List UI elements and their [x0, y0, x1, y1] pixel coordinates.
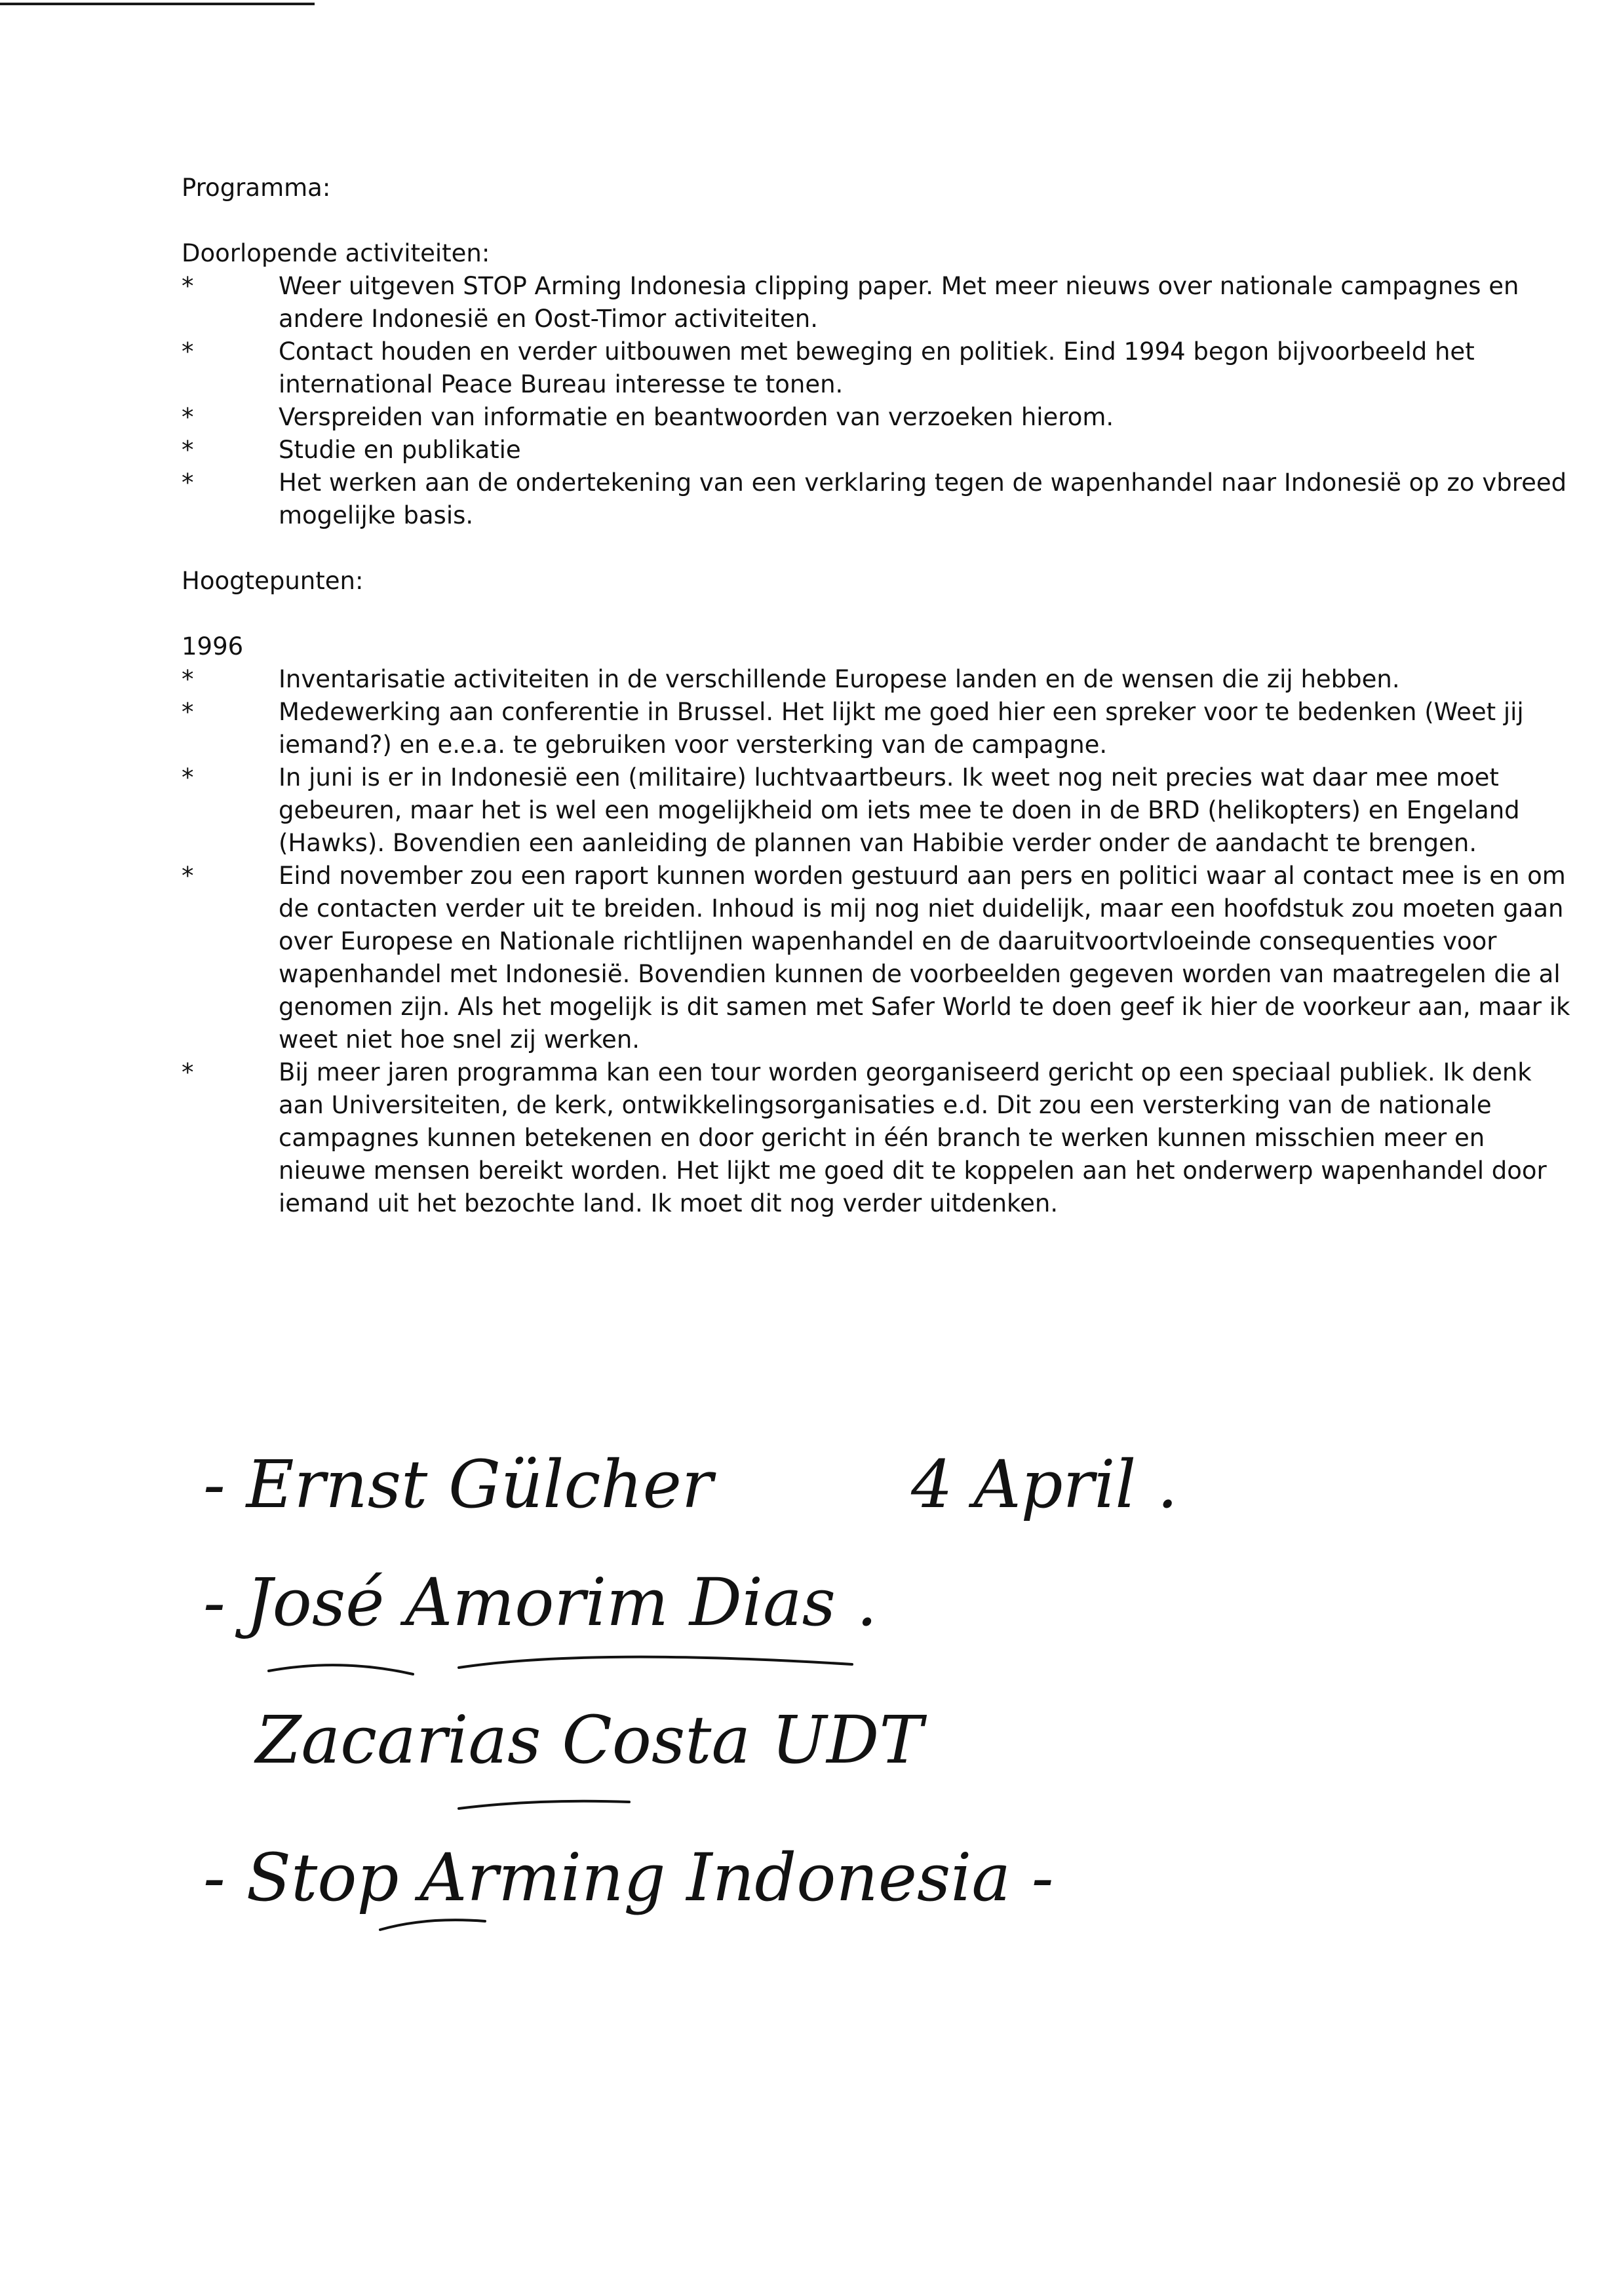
list-item [182, 434, 1576, 467]
list-item [182, 696, 1576, 761]
hoogtepunten-list [182, 663, 1570, 1220]
bullet-mark: * [182, 337, 194, 366]
handwritten-line-4: - Stop Arming Indonesia - [203, 1839, 1054, 1916]
list-item [182, 1056, 1576, 1220]
underline-stroke [459, 1657, 852, 1668]
list-item [182, 663, 1576, 696]
list-item-text: Verspreiden van informatie en beantwoorden van verzoeken hierom. [279, 403, 1114, 431]
list-item-text: Eind november zou een raport kunnen worden gestuurd aan pers en politici waar al contact mee is en om de contacten verder uit te breiden. Inhoud is mij nog niet duidelijk, maar een hoofdstuk zou moeten gaan over Europese en Nationale richtlijnen wapenhandel en de daaruitvoortvloeinde consequenties voor wapenhandel met Indonesië. Bovendien kunnen de voorbeelden gegeven worden van maatregelen die al genomen zijn. Als het mogelijk is dit samen met Safer World te doen geef ik hier de voorkeur aan, maar ik weet niet hoe snel zij werken. [279, 862, 1570, 1054]
handwritten-notes-drawing [197, 1428, 1278, 1940]
handwritten-notes [197, 1428, 1278, 1940]
underline-stroke [380, 1920, 485, 1930]
spacer [182, 598, 1427, 630]
year-heading: 1996 [182, 632, 244, 660]
bullet-mark: * [182, 665, 194, 693]
list-item-text: Weer uitgeven STOP Arming Indonesia clipping paper. Met meer nieuws over nationale campagnes en andere Indonesië en Oost-Timor activiteiten. [279, 272, 1519, 333]
bullet-mark: * [182, 862, 194, 890]
list-item-text: Studie en publikatie [279, 436, 521, 464]
handwritten-line-1-name: - Ernst Gülcher [203, 1446, 713, 1523]
list-item-text: Contact houden en verder uitbouwen met beweging en politiek. Eind 1994 begon bijvoorbeeld het international Peace Bureau interesse te tonen. [279, 337, 1475, 398]
bullet-mark: * [182, 763, 194, 792]
bullet-mark: * [182, 272, 194, 300]
scan-edge-line [0, 3, 315, 5]
list-item [182, 401, 1576, 434]
list-item-text: Het werken aan de ondertekening van een verklaring tegen de wapenhandel naar Indonesië op zo vbreed mogelijke basis. [279, 469, 1567, 529]
list-item [182, 270, 1576, 335]
list-item [182, 335, 1576, 401]
bullet-mark: * [182, 469, 194, 497]
handwritten-line-2: - José Amorim Dias . [203, 1564, 878, 1641]
list-item [182, 860, 1576, 1056]
list-item-text: Medewerking aan conferentie in Brussel. Het lijkt me goed hier een spreker voor te bedenken (Weet jij iemand?) en e.e.a. te gebruiken voor versterking van de campagne. [279, 698, 1524, 759]
bullet-mark: * [182, 1058, 194, 1086]
list-item-text: Bij meer jaren programma kan een tour worden georganiseerd gericht op een speciaal publiek. Ik denk aan Universiteiten, de kerk, ontwikkelingsorganisaties e.d. Dit zou een versterking van de nationale campagnes kunnen betekenen en door gericht in één branch te werken kunnen misschien meer en nieuwe mensen bereikt worden. Het lijkt me goed dit te koppelen aan het onderwerp wapenhandel door iemand uit het bezochte land. Ik moet dit nog verder uitdenken. [279, 1058, 1547, 1217]
handwritten-line-3: Zacarias Costa UDT [256, 1702, 924, 1778]
bullet-mark: * [182, 403, 194, 431]
doorlopende-list [182, 270, 1567, 532]
handwritten-line-1-date: 4 April . [911, 1446, 1178, 1523]
doorlopende-heading: Doorlopende activiteiten: [182, 239, 490, 267]
typed-document [182, 172, 1570, 1220]
spacer [182, 204, 1427, 237]
programma-heading: Programma: [182, 174, 331, 202]
hoogtepunten-heading: Hoogtepunten: [182, 567, 364, 595]
list-item [182, 467, 1576, 532]
bullet-mark: * [182, 436, 194, 464]
spacer [182, 532, 1427, 565]
list-item [182, 761, 1576, 860]
underline-stroke [459, 1801, 629, 1808]
bullet-mark: * [182, 698, 194, 726]
list-item-text: In juni is er in Indonesië een (militaire) luchtvaartbeurs. Ik weet nog neit precies wat daar mee moet gebeuren, maar het is wel een mogelijkheid om iets mee te doen in de BRD (helikopters) en Engeland (Hawks). Bovendien een aanleiding de plannen van Habibie verder onder de aandacht te brengen. [279, 763, 1520, 857]
underline-stroke [269, 1665, 413, 1674]
list-item-text: Inventarisatie activiteiten in de verschillende Europese landen en de wensen die zij hebben. [279, 665, 1400, 693]
